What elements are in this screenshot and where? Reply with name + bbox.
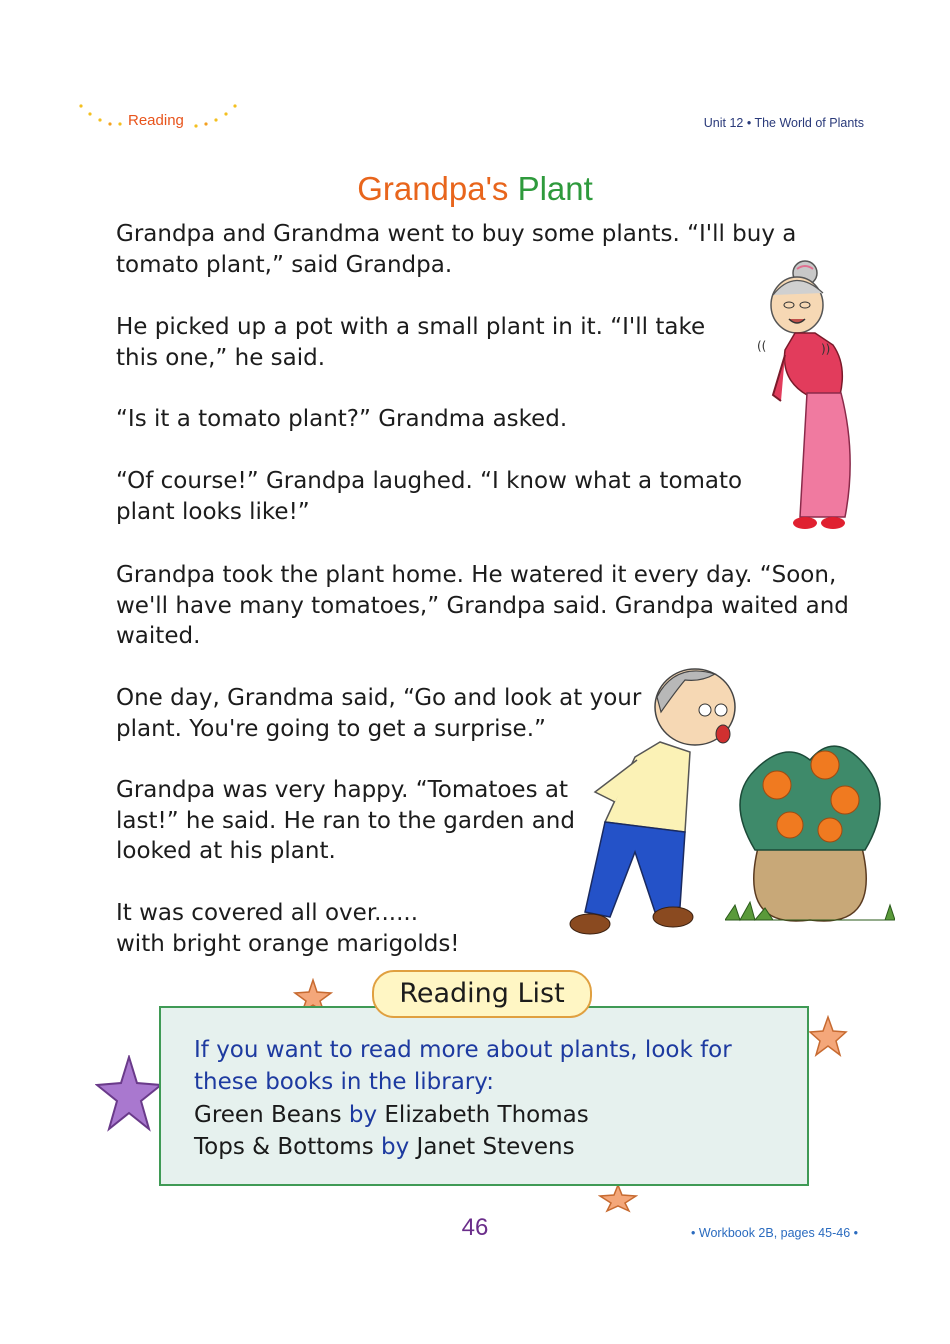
purple-star-decoration	[95, 1055, 163, 1133]
orange-star-decoration-bottom	[598, 1183, 638, 1213]
svg-text:)): ))	[821, 342, 831, 356]
book-entry-2	[194, 1131, 575, 1163]
book-title: Tops & Bottoms	[194, 1134, 374, 1160]
title-part-1: Grandpa's	[357, 170, 509, 207]
story-paragraph-7: Grandpa was very happy. “Tomatoes at last!” he said. He ran to the garden and looked at his plant.	[116, 777, 575, 864]
book-by: by	[381, 1134, 410, 1160]
book-entry-1	[194, 1099, 589, 1131]
story-paragraph-6: One day, Grandma said, “Go and look at your plant. You're going to get a surprise.”	[116, 685, 642, 742]
book-author: Elizabeth Thomas	[384, 1102, 589, 1128]
title-part-2: Plant	[517, 170, 593, 207]
story-paragraph-1: Grandpa and Grandma went to buy some plants. “I'll buy a tomato plant,” said Grandpa.	[116, 221, 797, 278]
story-title	[0, 170, 950, 208]
workbook-reference: • Workbook 2B, pages 45-46 •	[691, 1226, 858, 1240]
reading-list-intro-2: these books in the library:	[194, 1069, 494, 1095]
marigold-plant-illustration	[725, 730, 895, 930]
story-paragraph-8: It was covered all over...... with bright orange marigolds!	[116, 900, 460, 957]
reading-list-heading: Reading List	[372, 970, 592, 1018]
page-number: 46	[461, 1214, 489, 1241]
story-paragraph-2: He picked up a pot with a small plant in it. “I'll take this one,” he said.	[116, 314, 706, 371]
reading-list-intro-1: If you want to read more about plants, look for	[194, 1037, 732, 1063]
svg-text:((: ((	[757, 339, 767, 353]
section-label-group	[78, 100, 248, 140]
section-label: Reading	[128, 112, 184, 129]
unit-label: Unit 12 • The World of Plants	[703, 116, 864, 130]
story-paragraph-3: “Is it a tomato plant?” Grandma asked.	[116, 406, 568, 432]
grandma-illustration	[745, 255, 865, 540]
book-title: Green Beans	[194, 1102, 342, 1128]
orange-star-decoration-right	[808, 1015, 848, 1057]
book-author: Janet Stevens	[416, 1134, 575, 1160]
story-paragraph-5: Grandpa took the plant home. He watered it every day. “Soon, we'll have many tomatoes,” Grandpa said. Grandpa waited and waited.	[116, 562, 849, 649]
book-by: by	[348, 1102, 378, 1128]
story-paragraph-4: “Of course!” Grandpa laughed. “I know what a tomato plant looks like!”	[116, 468, 743, 525]
